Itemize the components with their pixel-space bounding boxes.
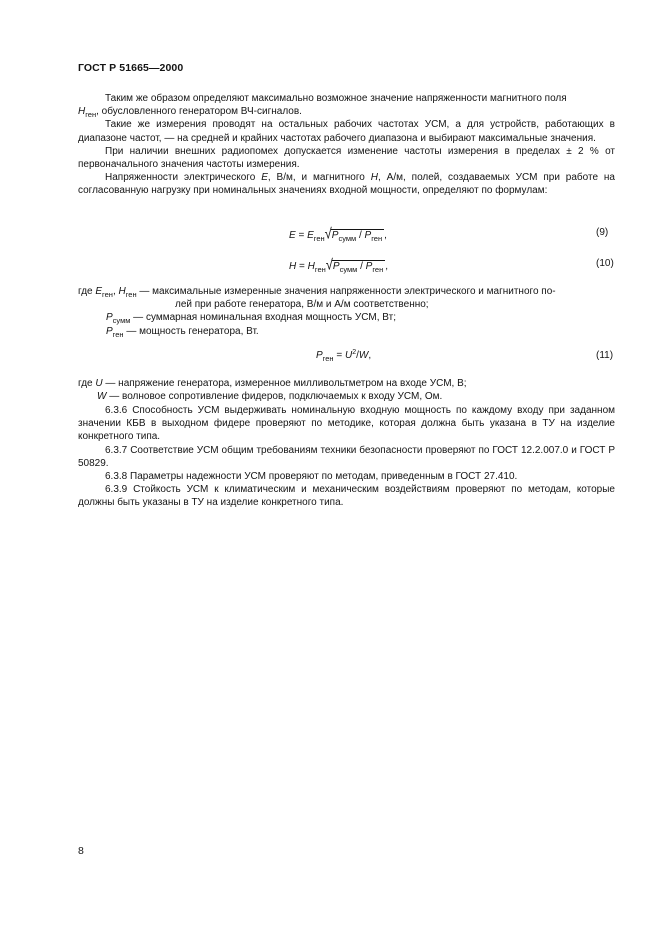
paragraph-interference: При наличии внешних радиопомех допускается изменение частоты измерения в пределах ± 2 % от первоначального значения частоты измерения. <box>78 145 615 171</box>
paragraph-max-magnetic: Таким же образом определяют максимально возможное значение напряженности магнитного поля $H_{ген}$, обусловленного генератором ВЧ-сигналов. <box>78 93 567 120</box>
equation-number-11: (11) <box>596 350 614 361</box>
formula-9: $E = E_{ген}√P_{сумм} / P_{ген}$ , <box>289 224 387 243</box>
definition-row: где $E_{ген}$, $H_{ген}$ — максимальные измеренные значения напряженности электрического и магнитного по- <box>78 286 556 299</box>
intro-text <box>78 92 615 198</box>
definition-row: $P_{сумм}$ — суммарная номинальная входная мощность УСМ, Вт; <box>106 312 396 326</box>
section-6-3-9: 6.3.9 Стойкость УСМ к климатическим и механическим воздействиям проверяют по методам, которые должны быть указаны в ТУ на изделие конкретного типа. <box>78 484 615 509</box>
paragraph-field-strength: Напряженности электрического E, В/м, и магнитного H, А/м, полей, создаваемых УСМ при работе на согласованную нагрузку при номинальных значениях входной мощности, определяют по формулам: <box>78 172 615 197</box>
section-6-3-6: 6.3.6 Способность УСМ выдерживать номинальную входную мощность по каждому входу при заданном значении КБВ в выходном фидере проверяют по методике, которая должна быть указана в ТУ на изделие конкретного типа. <box>78 405 615 443</box>
page-number: 8 <box>78 845 84 857</box>
standard-header: ГОСТ Р 51665—2000 <box>78 62 184 74</box>
equation-number-9: (9) <box>596 227 609 238</box>
formula-11: $P_{ген} = U^2/W$, <box>316 349 372 363</box>
equation-number-10: (10) <box>596 258 614 269</box>
sections-text <box>78 404 615 510</box>
paragraph-other-frequencies: Такие же измерения проводят на остальных рабочих частотах УСМ, а для устройств, работающих в диапазоне частот, — на средней и крайних частотах рабочего диапазона и выбирают максимальные значения. <box>78 119 615 144</box>
definition-row: $P_{ген}$ — мощность генератора, Вт. <box>106 325 259 339</box>
section-6-3-7: 6.3.7 Соответствие УСМ общим требованиям техники безопасности проверяют по ГОСТ 12.2.007.0 и ГОСТ Р 50829. <box>78 444 615 469</box>
definitions-formulas-9-10 <box>78 285 615 338</box>
definition-row: где U — напряжение генератора, измеренное милливольтметром на входе УСМ, В; <box>78 378 467 389</box>
section-6-3-8: 6.3.8 Параметры надежности УСМ проверяют по методам, приведенным в ГОСТ 27.410. <box>105 471 518 483</box>
formula-10: $H = H_{ген}√P_{сумм} / P_{ген}$ , <box>289 255 388 274</box>
definition-row: лей при работе генератора, В/м и А/м соответственно; <box>175 299 429 311</box>
definition-row: W — волновое сопротивление фидеров, подключаемых к входу УСМ, Ом. <box>97 391 443 403</box>
definitions-formula-11 <box>78 377 615 403</box>
